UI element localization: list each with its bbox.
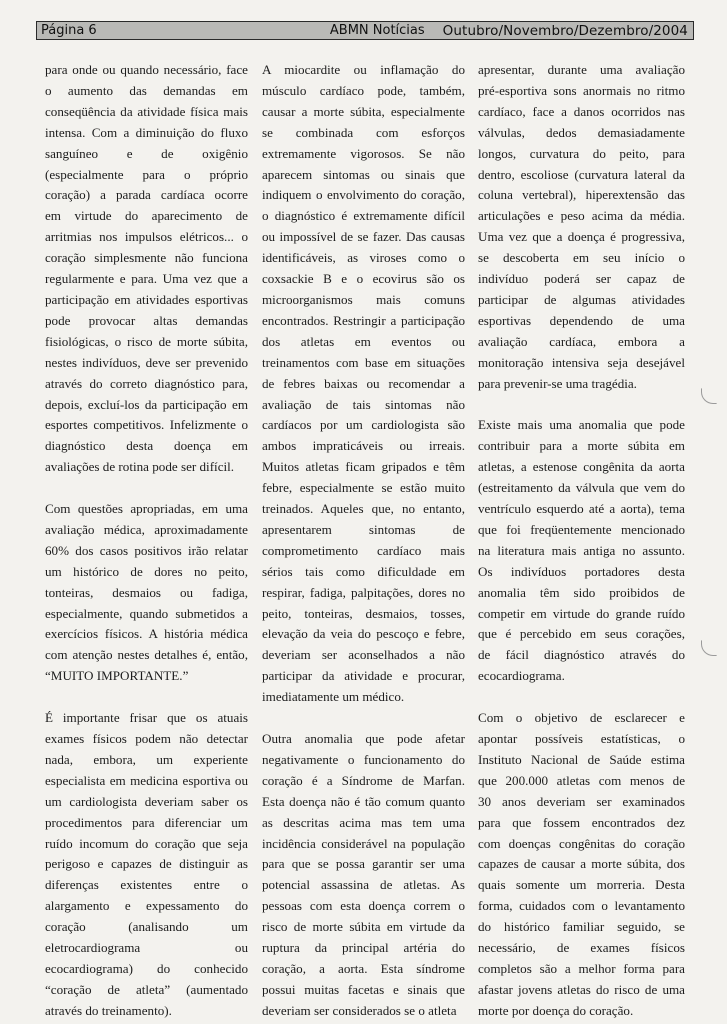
issue-date: Outubro/Novembro/Dezembro/2004	[442, 22, 688, 39]
article-column-1	[45, 60, 248, 1022]
text-line: tonteiras, desmaios ou fadiga,	[45, 584, 248, 600]
text-line: dentro, escoliose (curvatura lateral da	[478, 166, 685, 182]
text-line: imediatamente um médico.	[262, 689, 405, 705]
header-right	[330, 23, 688, 39]
text-line: treinados. Aqueles que, no entanto,	[262, 501, 465, 517]
text-line: o aumento das demandas em	[45, 82, 248, 98]
text-line: sérios tais como dificuldade em	[262, 563, 465, 579]
text-line: coração) a parada cardíaca ocorre	[45, 187, 248, 203]
page-edge-mark	[701, 388, 717, 404]
text-line: Existe mais uma anomalia que pode	[478, 417, 685, 433]
text-line: coração é a Síndrome de Marfan.	[262, 772, 465, 788]
text-line: 60% dos casos positivos irão relatar	[45, 542, 248, 558]
text-line: para que se possa garantir ser uma	[262, 856, 465, 872]
text-line: ventrículo esquerdo até a aorta), tema	[478, 501, 685, 517]
text-line: afastar jovens atletas do risco de uma	[478, 981, 685, 997]
text-line: forma, cuidados com o levantamento	[478, 898, 685, 914]
text-line: ambos impraticáveis ou irreais.	[262, 438, 465, 454]
page-edge-mark	[701, 640, 717, 656]
text-line: especialista em medicina esportiva ou	[45, 772, 248, 788]
text-line: longos, curvatura do peito, para	[478, 145, 685, 161]
text-line: treinamentos com base em situações	[262, 354, 465, 370]
text-line: participar de algumas atividades	[478, 291, 685, 307]
text-line: peito, tonteiras, desmaios, tosses,	[262, 605, 465, 621]
text-line: sanguíneo e de oxigênio	[45, 145, 248, 161]
text-line: microorganismos mais comuns	[262, 291, 465, 307]
text-line: pré-esportiva sons anormais no ritmo	[478, 82, 685, 98]
text-line: (especialmente para o próprio	[45, 166, 248, 182]
text-line: contribuir para a morte súbita em	[478, 438, 685, 454]
text-line: as descritas acima mas tem uma	[262, 814, 465, 830]
text-line: pessoas com esta doença correm o	[262, 898, 465, 914]
text-line: nada, embora, um experiente	[45, 751, 248, 767]
text-line: do histórico familiar seguido, se	[478, 919, 685, 935]
text-line: intensa. Com a diminuição do fluxo	[45, 124, 248, 140]
text-line: ecocardiograma.	[478, 668, 565, 684]
text-line: na literatura mais antiga no assunto.	[478, 542, 685, 558]
text-line: com doenças congênitas do coração	[478, 835, 685, 851]
text-line: risco de morte súbita em virtude da	[262, 919, 465, 935]
text-line: causar a morte súbita, especialmente	[262, 103, 465, 119]
paragraph	[45, 708, 248, 1022]
text-line: É importante frisar que os atuais	[45, 710, 248, 726]
text-line: avaliação cardíaca, embora a	[478, 333, 685, 349]
text-line: encontrados. Restringir a participação	[262, 312, 465, 328]
text-line: arritmias nos impulsos elétricos... o	[45, 229, 248, 245]
text-line: Outra anomalia que pode afetar	[262, 730, 465, 746]
text-line: de febres baixas ou recomendar a	[262, 375, 465, 391]
text-line: A miocardite ou inflamação do	[262, 62, 465, 77]
text-line: esportivas dependendo de uma	[478, 312, 685, 328]
text-line: indivíduo poderá ser capaz de	[478, 271, 685, 287]
text-line: o diagnóstico é extremamente difícil	[262, 208, 465, 224]
text-line: diferenças existentes entre o	[45, 877, 248, 893]
text-line: potencial assassina de atletas. As	[262, 877, 465, 893]
text-line: Muitos atletas ficam gripados e têm	[262, 459, 465, 475]
article-column-3	[478, 60, 685, 1022]
text-line: para prevenir-se uma tragédia.	[478, 375, 637, 391]
text-line: nestes indivíduos, deve ser prevenido	[45, 354, 248, 370]
text-line: Esta doença não é tão comum quanto	[262, 793, 465, 809]
text-line: apontar possíveis estatísticas, o	[478, 730, 685, 746]
text-line: válvulas, dedos demasiadamente	[478, 124, 685, 140]
text-line: pode provocar altas demandas	[45, 312, 248, 328]
text-line: coração simplesmente não funciona	[45, 250, 248, 266]
text-line: eletrocardiograma ou	[45, 940, 248, 956]
text-line: 30 anos deveriam ser examinados	[478, 793, 685, 809]
text-line: monitoração intensiva seja desejável	[478, 354, 685, 370]
text-line: regularmente e para. Uma vez que a	[45, 271, 248, 287]
text-line: anomalia têm sido proibidos de	[478, 584, 685, 600]
text-line: que 200.000 atletas com menos de	[478, 772, 685, 788]
text-line: coluna vertebral), hiperextensão das	[478, 187, 685, 203]
paragraph	[45, 499, 248, 687]
text-line: quais somente um morreria. Desta	[478, 877, 685, 893]
text-line: identificáveis, as viroses como o	[262, 250, 465, 266]
text-line: Instituto Nacional de Saúde estima	[478, 751, 685, 767]
text-line: avaliações de rotina pode ser difícil.	[45, 459, 235, 475]
text-line: apresentar, durante uma avaliação	[478, 62, 685, 77]
text-line: exames físicos podem não detectar	[45, 730, 248, 746]
text-line: aparecem sintomas ou sinais que	[262, 166, 465, 182]
paragraph	[478, 708, 685, 1022]
text-line: possui muitas facetas e sinais que	[262, 981, 465, 997]
text-line: completos são a melhor forma para	[478, 960, 685, 976]
paragraph	[478, 60, 685, 395]
paragraph	[262, 60, 465, 708]
text-line: indiquem o envolvimento do coração,	[262, 187, 465, 203]
text-line: fisiológicas, o risco de morte súbita,	[45, 333, 248, 349]
text-line: ruído incomum do coração que seja	[45, 835, 248, 851]
text-line: competir em virtude do grande ruído	[478, 605, 685, 621]
text-line: articulações e peso acima da média.	[478, 208, 685, 224]
text-line: procedimentos para diferenciar um	[45, 814, 248, 830]
text-line: deveriam ser aconselhados a não	[262, 647, 465, 663]
page-number: Página 6	[41, 23, 97, 38]
text-line: incidência considerável na população	[262, 835, 465, 851]
text-line: cardíacos por um cardiologista são	[262, 417, 465, 433]
text-line: cardíaco, face a danos ocorridos nas	[478, 103, 685, 119]
page-header	[36, 21, 694, 40]
text-line: especialmente, quando submetidos a	[45, 605, 248, 621]
text-line: morte por doença do coração.	[478, 1002, 634, 1018]
text-line: necessário, de exames físicos	[478, 940, 685, 956]
text-line: de fácil diagnóstico através do	[478, 647, 685, 663]
text-line: que é percebido em seus corações,	[478, 626, 685, 642]
text-line: ruptura da principal artéria do	[262, 940, 465, 956]
text-line: através do treinamento).	[45, 1002, 172, 1018]
text-line: esportes competitivos. Infelizmente o	[45, 417, 248, 433]
text-line: Uma vez que a doença é progressiva,	[478, 229, 685, 245]
text-line: febre, especialmente se estão muito	[262, 480, 465, 496]
text-line: participar da atividade e procurar,	[262, 668, 465, 684]
text-line: negativamente o funcionamento do	[262, 751, 465, 767]
text-line: dos atletas em eventos ou	[262, 333, 465, 349]
text-line: ou impossível de se fazer. Das causas	[262, 229, 465, 245]
text-line: se combinada com esforços	[262, 124, 465, 140]
text-line: através do correto diagnóstico para,	[45, 375, 248, 391]
article-column-2	[262, 60, 465, 1022]
text-line: participação em atividades esportivas	[45, 291, 248, 307]
text-line: alargamento e expessamento do	[45, 898, 248, 914]
text-line: exercícios físicos. A história médica	[45, 626, 248, 642]
text-line: perigoso e capazes de distinguir as	[45, 856, 248, 872]
text-line: comprometimento cardíaco mais	[262, 542, 465, 558]
text-line: Com o objetivo de esclarecer e	[478, 710, 685, 726]
text-line: para que fossem encontrados dez	[478, 814, 685, 830]
text-line: diagnóstico desta doença em	[45, 438, 248, 454]
paragraph	[45, 60, 248, 478]
text-line: atletas, a estenose congênita da aorta	[478, 459, 685, 475]
text-line: deveriam ser considerados se o atleta	[262, 1002, 457, 1018]
text-line: apresentarem sintomas de	[262, 521, 465, 537]
text-line: se descoberta em seu início o	[478, 250, 685, 266]
text-line: em virtude do aparecimento de	[45, 208, 248, 224]
paragraph	[262, 729, 465, 1022]
text-line: “coração de atleta” (aumentado	[45, 981, 248, 997]
text-line: ecocardiograma) do conhecido	[45, 960, 248, 976]
text-line: Os indivíduos portadores desta	[478, 563, 685, 579]
text-line: conseqüência da atividade física mais	[45, 103, 248, 119]
text-line: coxsackie B e o ecovirus são os	[262, 271, 465, 287]
text-line: avaliação médica, aproximadamente	[45, 521, 248, 537]
publication-name: ABMN Notícias	[329, 23, 425, 38]
text-line: um cardiologista deveriam saber os	[45, 793, 248, 809]
text-line: elevação da veia do pescoço e febre,	[262, 626, 465, 642]
paragraph	[478, 415, 685, 687]
text-line: coração (analisando um	[45, 919, 248, 935]
text-line: “MUITO IMPORTANTE.”	[45, 668, 189, 684]
text-line: que foi freqüentemente mencionado	[478, 521, 685, 537]
text-line: (estreitamento da válvula que vem do	[478, 480, 685, 496]
text-line: um histórico de dores no peito,	[45, 563, 248, 579]
text-line: com atenção nestes detalhes é, então,	[45, 647, 248, 663]
text-line: depois, excluí-los da participação em	[45, 396, 248, 412]
text-line: coração, a aorta. Esta síndrome	[262, 960, 465, 976]
text-line: respirar, fadiga, palpitações, dores no	[262, 584, 465, 600]
text-line: avaliação de tais sintomas não	[262, 396, 465, 412]
text-line: músculo cardíaco pode, também,	[262, 82, 465, 98]
text-line: para onde ou quando necessário, face	[45, 62, 248, 77]
text-line: Com questões apropriadas, em uma	[45, 501, 248, 517]
text-line: capazes de causar a morte súbita, dos	[478, 856, 685, 872]
text-line: extremamente vigorosos. Se não	[262, 145, 465, 161]
